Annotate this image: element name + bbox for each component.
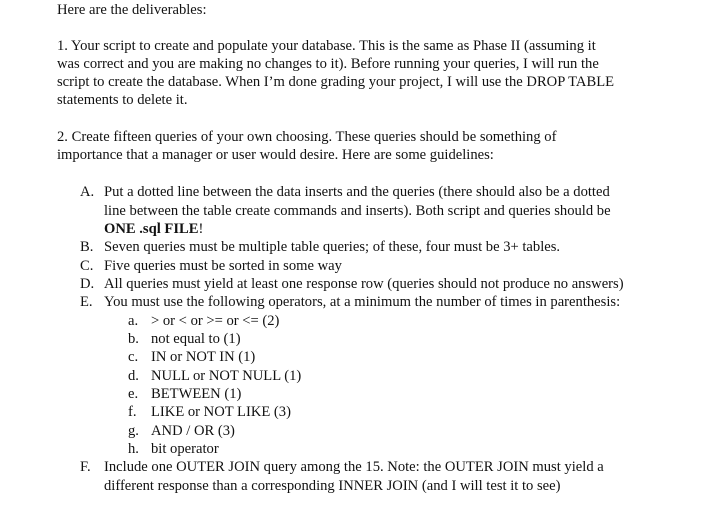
operator-item: AND / OR (3) bbox=[151, 423, 235, 439]
guideline-d-label: D. bbox=[80, 276, 95, 292]
guideline-e-label: E. bbox=[80, 294, 93, 310]
guideline-a-text: line between the table create commands and inserts). Both script and queries should be bbox=[104, 203, 611, 219]
guideline-c-label: C. bbox=[80, 258, 94, 274]
guideline-d-text: All queries must yield at least one response row (queries should not produce no answers) bbox=[104, 276, 624, 292]
operator-item: bit operator bbox=[151, 441, 219, 457]
guideline-b-label: B. bbox=[80, 239, 94, 255]
deliverable-1-line: 1. Your script to create and populate your database. This is the same as Phase II (assuming it bbox=[57, 38, 596, 54]
deliverable-1-line: statements to delete it. bbox=[57, 92, 188, 108]
operator-item: NULL or NOT NULL (1) bbox=[151, 368, 302, 384]
operator-item: BETWEEN (1) bbox=[151, 386, 242, 402]
deliverable-1-line: script to create the database. When I’m done grading your project, I will use the DROP TABLE bbox=[57, 74, 615, 90]
sql-file-emphasis: ONE .sql FILE bbox=[104, 221, 199, 237]
guideline-a-text: Put a dotted line between the data inserts and the queries (there should also be a dotted bbox=[104, 184, 610, 200]
deliverable-2-line: importance that a manager or user would desire. Here are some guidelines: bbox=[57, 147, 494, 163]
exclamation: ! bbox=[198, 221, 204, 237]
guideline-e-text: You must use the following operators, at a minimum the number of times in parenthesis: bbox=[104, 294, 621, 310]
intro-text: Here are the deliverables: bbox=[57, 2, 207, 18]
deliverable-1-line: was correct and you are making no changes to it). Before running your queries, I will run the bbox=[57, 56, 599, 72]
operator-label: e. bbox=[128, 386, 139, 402]
operator-item: not equal to (1) bbox=[151, 331, 241, 347]
operator-label: f. bbox=[128, 404, 137, 420]
guideline-f-text: different response than a corresponding INNER JOIN (and I will test it to see) bbox=[104, 478, 561, 494]
deliverable-2-line: 2. Create fifteen queries of your own choosing. These queries should be something of bbox=[57, 129, 557, 145]
operator-item: LIKE or NOT LIKE (3) bbox=[151, 404, 291, 420]
guideline-f-text: Include one OUTER JOIN query among the 15. Note: the OUTER JOIN must yield a bbox=[104, 459, 604, 475]
guideline-b-text: Seven queries must be multiple table queries; of these, four must be 3+ tables. bbox=[104, 239, 561, 255]
operator-label: a. bbox=[128, 313, 139, 329]
operator-item: IN or NOT IN (1) bbox=[151, 349, 256, 365]
operator-label: c. bbox=[128, 349, 139, 365]
operator-item: > or < or >= or <= (2) bbox=[151, 313, 280, 329]
operator-label: d. bbox=[128, 368, 139, 384]
guideline-f-label: F. bbox=[80, 459, 91, 475]
operator-label: g. bbox=[128, 423, 139, 439]
guideline-a-text bbox=[104, 220, 203, 238]
operator-label: h. bbox=[128, 441, 139, 457]
guideline-a-label: A. bbox=[80, 184, 95, 200]
operator-label: b. bbox=[128, 331, 139, 347]
guideline-c-text: Five queries must be sorted in some way bbox=[104, 258, 342, 274]
